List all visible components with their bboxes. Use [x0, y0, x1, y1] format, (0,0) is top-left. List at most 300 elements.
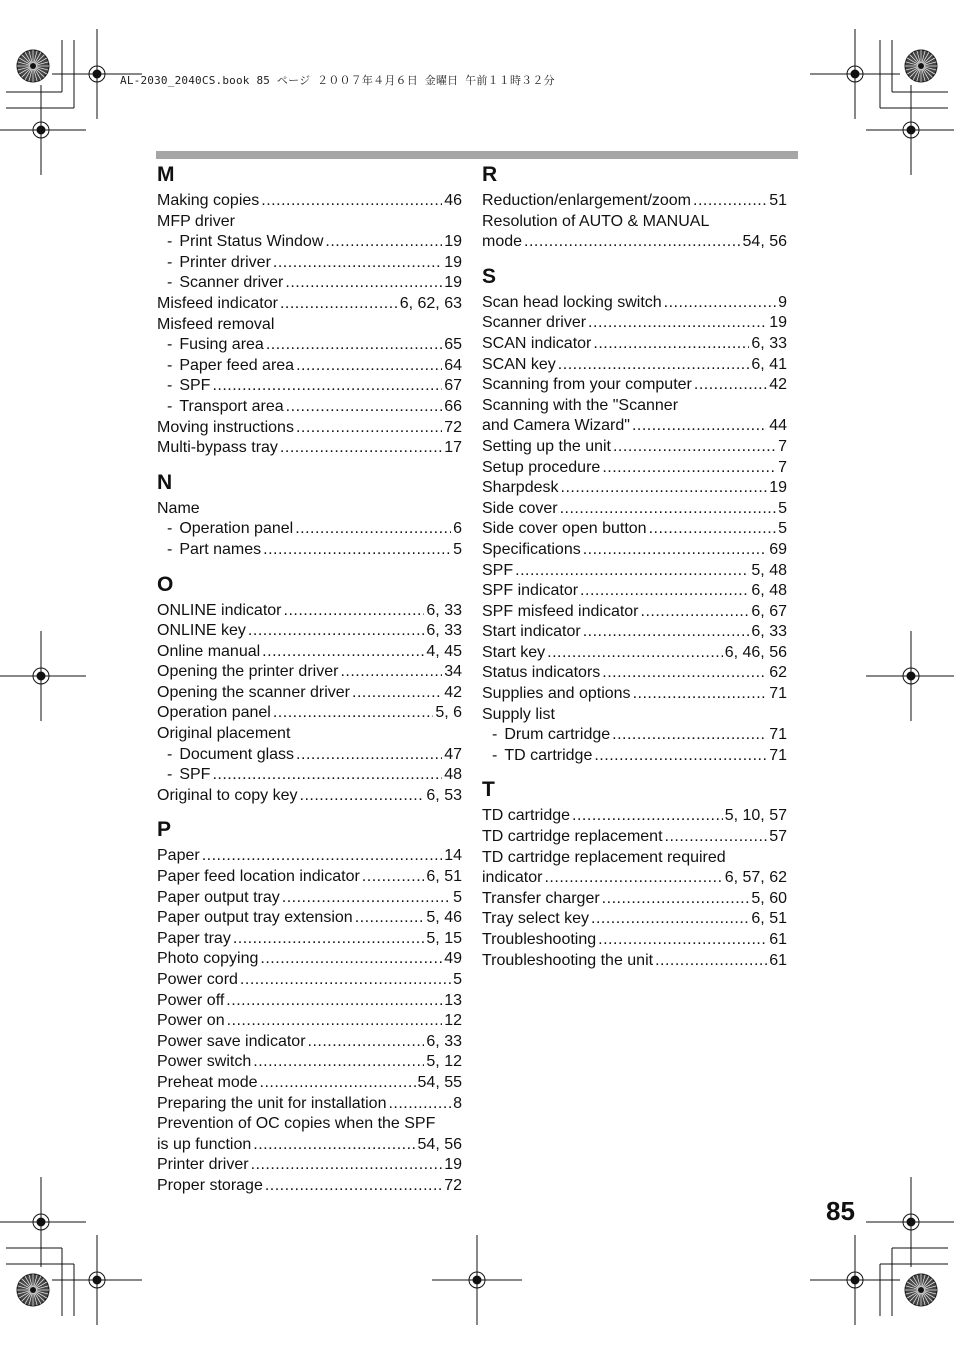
dot-leader — [588, 313, 767, 334]
entry-pages: 6, 46, 56 — [724, 643, 787, 661]
entry-pages: 71 — [769, 746, 787, 764]
index-section — [482, 263, 787, 767]
entry-pages: 65 — [444, 336, 462, 354]
entry-pages: 5, 15 — [426, 929, 462, 947]
dot-leader — [296, 356, 442, 377]
index-entry — [482, 561, 787, 582]
dot-leader — [248, 621, 424, 642]
section-letter: O — [157, 572, 174, 596]
entry-term: Moving instructions — [157, 418, 294, 436]
entry-pages: 6, 53 — [426, 786, 462, 804]
entry-term: Paper feed location indicator — [157, 868, 360, 886]
dot-leader — [251, 1155, 443, 1176]
dot-leader — [665, 827, 768, 848]
index-entry — [157, 703, 462, 724]
entry-term: Misfeed removal — [157, 315, 275, 333]
subentry-dash: - — [167, 766, 173, 784]
entry-term: Paper feed area — [179, 356, 295, 374]
entry-pages: 6, 33 — [426, 1032, 462, 1050]
index-entry — [157, 315, 462, 336]
entry-term: Prevention of OC copies when the SPF — [157, 1115, 436, 1133]
entry-pages: 12 — [444, 1012, 462, 1030]
entry-pages: 6, 57, 62 — [724, 869, 787, 887]
entry-term: indicator — [482, 869, 543, 887]
dot-leader — [263, 540, 451, 561]
index-section — [482, 776, 787, 971]
entry-term: Opening the printer driver — [157, 663, 339, 681]
subentry-dash: - — [167, 397, 173, 415]
section-letter: M — [157, 163, 175, 186]
entry-term: TD cartridge replacement required — [482, 848, 726, 866]
entry-term: SPF misfeed indicator — [482, 602, 639, 620]
index-entry — [482, 232, 787, 253]
index-entry — [157, 949, 462, 970]
entry-pages: 72 — [444, 418, 462, 436]
dot-leader — [300, 786, 425, 807]
index-entry — [482, 355, 787, 376]
dot-leader — [362, 867, 425, 888]
entry-term: SPF — [179, 377, 211, 395]
dot-leader — [285, 273, 442, 294]
dot-leader — [262, 642, 424, 663]
index-entry — [482, 806, 787, 827]
dot-leader — [558, 355, 750, 376]
entry-term: Side cover open button — [482, 520, 647, 538]
index-entry — [157, 438, 462, 459]
entry-term: Power cord — [157, 971, 238, 988]
entry-pages: 19 — [444, 233, 462, 251]
file-header-line: AL-2030_2040CS.book 85 ページ ２００７年４月６日 金曜日 午前１１時３２分 — [120, 74, 555, 87]
entry-pages: 54, 56 — [742, 233, 787, 251]
entry-pages: 6, 67 — [751, 602, 787, 620]
entry-term: TD cartridge replacement — [482, 828, 663, 846]
index-entry — [482, 848, 787, 869]
top-rule — [156, 151, 798, 159]
index-entry — [482, 705, 787, 726]
dot-leader — [613, 437, 776, 458]
index-subentry — [482, 725, 787, 746]
dot-leader — [664, 293, 776, 314]
index-entry — [157, 786, 462, 807]
index-entry — [482, 622, 787, 643]
subentry-dash: - — [167, 540, 173, 558]
entry-pages: 71 — [769, 685, 787, 703]
entry-term: Name — [157, 499, 200, 517]
subentry-dash: - — [167, 377, 173, 395]
entry-term: Transport area — [179, 397, 284, 415]
entry-pages: 5, 46 — [426, 909, 462, 927]
index-column-left — [157, 161, 462, 1197]
dot-leader — [296, 418, 442, 439]
entry-pages: 54, 55 — [417, 1073, 462, 1091]
entry-pages: 9 — [778, 293, 787, 311]
entry-term: TD cartridge — [482, 807, 571, 825]
subentry-dash: - — [167, 356, 173, 374]
dot-leader — [572, 806, 723, 827]
page-number: 85 — [826, 1196, 855, 1226]
index-subentry — [482, 746, 787, 767]
index-entry — [482, 663, 787, 684]
index-subentry — [157, 273, 462, 294]
entry-pages: 5, 48 — [751, 561, 787, 579]
entry-pages: 66 — [444, 397, 462, 415]
dot-leader — [602, 889, 750, 910]
index-entry — [157, 929, 462, 950]
index-section — [157, 816, 462, 1196]
entry-term: SCAN indicator — [482, 334, 592, 352]
entry-pages: 71 — [769, 726, 787, 744]
index-entry — [157, 1011, 462, 1032]
index-subentry — [157, 519, 462, 540]
index-entry — [482, 519, 787, 540]
entry-pages: 8 — [453, 1094, 462, 1112]
entry-term: mode — [482, 233, 523, 251]
section-gap — [482, 766, 787, 776]
dot-leader — [295, 519, 451, 540]
dot-leader — [598, 930, 767, 951]
dot-leader — [253, 1052, 424, 1073]
subentry-dash: - — [167, 520, 173, 538]
entry-pages: 5, 60 — [751, 889, 787, 907]
entry-term: Status indicators — [482, 664, 601, 682]
entry-term: Paper — [157, 847, 200, 865]
index-entry — [482, 334, 787, 355]
dot-leader — [308, 1032, 425, 1053]
entry-term: SPF — [482, 561, 514, 579]
dot-leader — [253, 1135, 415, 1156]
entry-pages: 69 — [769, 540, 787, 558]
section-letter: R — [482, 163, 498, 186]
index-entry — [157, 1135, 462, 1156]
index-entry — [157, 1155, 462, 1176]
index-entry — [482, 951, 787, 972]
index-subentry — [157, 765, 462, 786]
entry-pages: 5 — [453, 971, 462, 988]
entry-pages: 61 — [769, 951, 787, 969]
index-entry — [482, 540, 787, 561]
dot-leader — [544, 868, 722, 889]
entry-term: Printer driver — [157, 1156, 249, 1174]
entry-term: Scanning from your computer — [482, 376, 692, 394]
dot-leader — [265, 1176, 442, 1197]
section-gap — [157, 806, 462, 816]
entry-term: Troubleshooting — [482, 931, 597, 948]
entry-term: Setup procedure — [482, 458, 601, 476]
entry-pages: 19 — [769, 479, 787, 497]
subentry-dash: - — [167, 253, 173, 271]
index-entry — [157, 683, 462, 704]
dot-leader — [641, 602, 750, 623]
entry-term: SPF indicator — [482, 582, 579, 600]
index-entry — [482, 396, 787, 417]
entry-pages: 19 — [444, 274, 462, 292]
entry-pages: 14 — [444, 847, 462, 865]
dot-leader — [233, 929, 425, 950]
index-entry — [157, 601, 462, 622]
entry-pages: 46 — [444, 192, 462, 209]
entry-term: Print Status Window — [179, 233, 324, 251]
section-letter: N — [157, 470, 173, 494]
dot-leader — [524, 232, 740, 253]
entry-pages: 6, 48 — [751, 582, 787, 600]
index-entry — [157, 1032, 462, 1053]
entry-pages: 61 — [769, 931, 787, 948]
entry-pages: 17 — [444, 439, 462, 457]
index-subentry — [157, 335, 462, 356]
section-gap — [157, 561, 462, 571]
entry-pages: 5 — [778, 520, 787, 538]
dot-leader — [694, 375, 767, 396]
entry-pages: 51 — [769, 192, 787, 209]
entry-term: Opening the scanner driver — [157, 683, 350, 701]
index-subentry — [157, 540, 462, 561]
entry-pages: 7 — [778, 437, 787, 455]
entry-term: TD cartridge — [504, 746, 593, 764]
index-subentry — [157, 232, 462, 253]
index-subentry — [157, 745, 462, 766]
entry-term: Sharpdesk — [482, 479, 559, 497]
index-entry — [157, 418, 462, 439]
section-gap — [482, 253, 787, 263]
section-letter: S — [482, 264, 497, 288]
index-entry — [482, 643, 787, 664]
index-entry — [157, 662, 462, 683]
entry-term: Power switch — [157, 1053, 252, 1071]
index-entry — [482, 930, 787, 951]
entry-term: Multi-bypass tray — [157, 439, 278, 457]
entry-pages: 6 — [453, 520, 462, 538]
index-entry — [482, 499, 787, 520]
entry-term: Reduction/enlargement/zoom — [482, 192, 692, 209]
index-section — [157, 571, 462, 807]
entry-pages: 48 — [444, 766, 462, 784]
entry-pages: 19 — [769, 314, 787, 332]
entry-term: Preparing the unit for installation — [157, 1094, 387, 1112]
subentry-dash: - — [167, 274, 173, 292]
entry-term: Power save indicator — [157, 1032, 306, 1050]
dot-leader — [594, 746, 767, 767]
dot-leader — [612, 725, 767, 746]
dot-leader — [280, 438, 442, 459]
dot-leader — [547, 643, 723, 664]
index-entry — [157, 499, 462, 520]
entry-term: Preheat mode — [157, 1073, 258, 1091]
entry-term: Specifications — [482, 540, 581, 558]
entry-term: Original placement — [157, 725, 291, 743]
entry-pages: 64 — [444, 356, 462, 374]
dot-leader — [633, 684, 768, 705]
entry-term: Supplies and options — [482, 685, 631, 703]
dot-leader — [560, 499, 777, 520]
entry-pages: 13 — [444, 991, 462, 1009]
entry-term: Proper storage — [157, 1176, 263, 1194]
entry-term: Supply list — [482, 705, 555, 723]
dot-leader — [212, 376, 442, 397]
entry-term: Photo copying — [157, 950, 259, 968]
dot-leader — [355, 908, 425, 929]
dot-leader — [632, 416, 767, 437]
index-entry — [482, 581, 787, 602]
dot-leader — [583, 622, 750, 643]
entry-pages: 6, 51 — [426, 868, 462, 886]
entry-term: Making copies — [157, 192, 260, 209]
dot-leader — [593, 334, 749, 355]
dot-leader — [602, 663, 767, 684]
entry-term: MFP driver — [157, 212, 235, 230]
entry-pages: 6, 33 — [426, 622, 462, 640]
index-entry — [157, 1052, 462, 1073]
index-entry — [482, 827, 787, 848]
entry-pages: 42 — [444, 683, 462, 701]
dot-leader — [655, 951, 767, 972]
entry-pages: 5 — [453, 888, 462, 906]
dot-leader — [273, 253, 442, 274]
entry-term: Setting up the unit — [482, 437, 611, 455]
index-entry — [482, 293, 787, 314]
entry-pages: 6, 33 — [426, 601, 462, 619]
index-entry — [482, 437, 787, 458]
dot-leader — [280, 294, 398, 315]
index-entry — [157, 970, 462, 991]
entry-term: Misfeed indicator — [157, 294, 278, 312]
entry-term: Operation panel — [179, 520, 294, 538]
entry-term: Scanning with the "Scanner — [482, 396, 679, 414]
entry-term: Transfer charger — [482, 889, 600, 907]
entry-term: is up function — [157, 1135, 252, 1153]
index-entry — [157, 724, 462, 745]
entry-term: Start indicator — [482, 623, 581, 641]
subentry-dash: - — [492, 746, 498, 764]
dot-leader — [340, 662, 442, 683]
dot-leader — [226, 991, 442, 1012]
entry-term: Online manual — [157, 642, 261, 660]
entry-term: Drum cartridge — [504, 726, 611, 744]
entry-term: SPF — [179, 766, 211, 784]
entry-term: SCAN key — [482, 355, 556, 373]
dot-leader — [325, 232, 442, 253]
index-entry — [482, 375, 787, 396]
entry-term: Power off — [157, 991, 225, 1009]
index-entry — [482, 602, 787, 623]
index-entry — [482, 889, 787, 910]
entry-pages: 6, 41 — [751, 355, 787, 373]
entry-term: Operation panel — [157, 704, 271, 722]
entry-pages: 19 — [444, 253, 462, 271]
entry-term: Printer driver — [179, 253, 271, 271]
index-entry — [157, 846, 462, 867]
dot-leader — [202, 846, 443, 867]
entry-term: Scan head locking switch — [482, 293, 662, 311]
index-entry — [482, 868, 787, 889]
entry-term: Original to copy key — [157, 786, 298, 804]
entry-term: Tray select key — [482, 910, 589, 928]
dot-leader — [266, 335, 442, 356]
entry-pages: 34 — [444, 663, 462, 681]
index-subentry — [157, 397, 462, 418]
index-entry — [157, 621, 462, 642]
index-entry — [157, 867, 462, 888]
dot-leader — [352, 683, 442, 704]
dot-leader — [273, 703, 433, 724]
section-gap — [157, 459, 462, 469]
index-entry — [157, 191, 462, 212]
entry-pages: 19 — [444, 1156, 462, 1174]
index-entry — [482, 313, 787, 334]
entry-pages: 47 — [444, 745, 462, 763]
index-entry — [157, 1114, 462, 1135]
index-entry — [157, 991, 462, 1012]
entry-pages: 44 — [769, 417, 787, 435]
subentry-dash: - — [167, 233, 173, 251]
dot-leader — [693, 191, 767, 212]
dot-leader — [212, 765, 442, 786]
entry-pages: 5, 10, 57 — [724, 807, 787, 825]
entry-term: and Camera Wizard" — [482, 417, 630, 435]
dot-leader — [591, 909, 749, 930]
index-entry — [482, 684, 787, 705]
index-entry — [482, 212, 787, 233]
entry-pages: 54, 56 — [417, 1135, 462, 1153]
entry-pages: 6, 33 — [751, 334, 787, 352]
entry-term: Paper output tray — [157, 888, 280, 906]
entry-pages: 67 — [444, 377, 462, 395]
index-entry — [157, 908, 462, 929]
index-entry — [157, 294, 462, 315]
index-entry — [157, 212, 462, 233]
entry-pages: 4, 45 — [426, 642, 462, 660]
dot-leader — [561, 478, 768, 499]
entry-pages: 62 — [769, 664, 787, 682]
subentry-dash: - — [167, 336, 173, 354]
index-entry — [157, 1094, 462, 1115]
index-entry — [157, 1176, 462, 1197]
index-section — [157, 469, 462, 561]
entry-pages: 57 — [769, 828, 787, 846]
entry-term: Fusing area — [179, 336, 264, 354]
dot-leader — [649, 519, 777, 540]
index-column-right — [482, 161, 787, 971]
index-section — [482, 161, 787, 253]
dot-leader — [583, 540, 767, 561]
dot-leader — [515, 561, 749, 582]
entry-pages: 49 — [444, 950, 462, 968]
index-entry — [157, 1073, 462, 1094]
entry-pages: 6, 51 — [751, 910, 787, 928]
entry-term: Resolution of AUTO & MANUAL — [482, 212, 710, 230]
entry-pages: 5, 6 — [435, 704, 462, 722]
section-letter: P — [157, 818, 172, 842]
dot-leader — [240, 970, 451, 991]
dot-leader — [602, 458, 776, 479]
entry-term: ONLINE key — [157, 622, 246, 640]
entry-term: Side cover — [482, 499, 558, 517]
dot-leader — [296, 745, 442, 766]
dot-leader — [282, 888, 451, 909]
subentry-dash: - — [167, 745, 173, 763]
entry-term: Paper tray — [157, 929, 231, 947]
entry-pages: 6, 62, 63 — [399, 294, 462, 312]
entry-term: Troubleshooting the unit — [482, 951, 654, 969]
dot-leader — [388, 1094, 451, 1115]
entry-pages: 5 — [778, 499, 787, 517]
index-subentry — [157, 253, 462, 274]
entry-term: Power on — [157, 1012, 225, 1030]
entry-pages: 5 — [453, 540, 462, 558]
entry-term: Document glass — [179, 745, 295, 763]
dot-leader — [286, 397, 443, 418]
index-entry — [157, 888, 462, 909]
entry-term: Scanner driver — [482, 314, 587, 332]
